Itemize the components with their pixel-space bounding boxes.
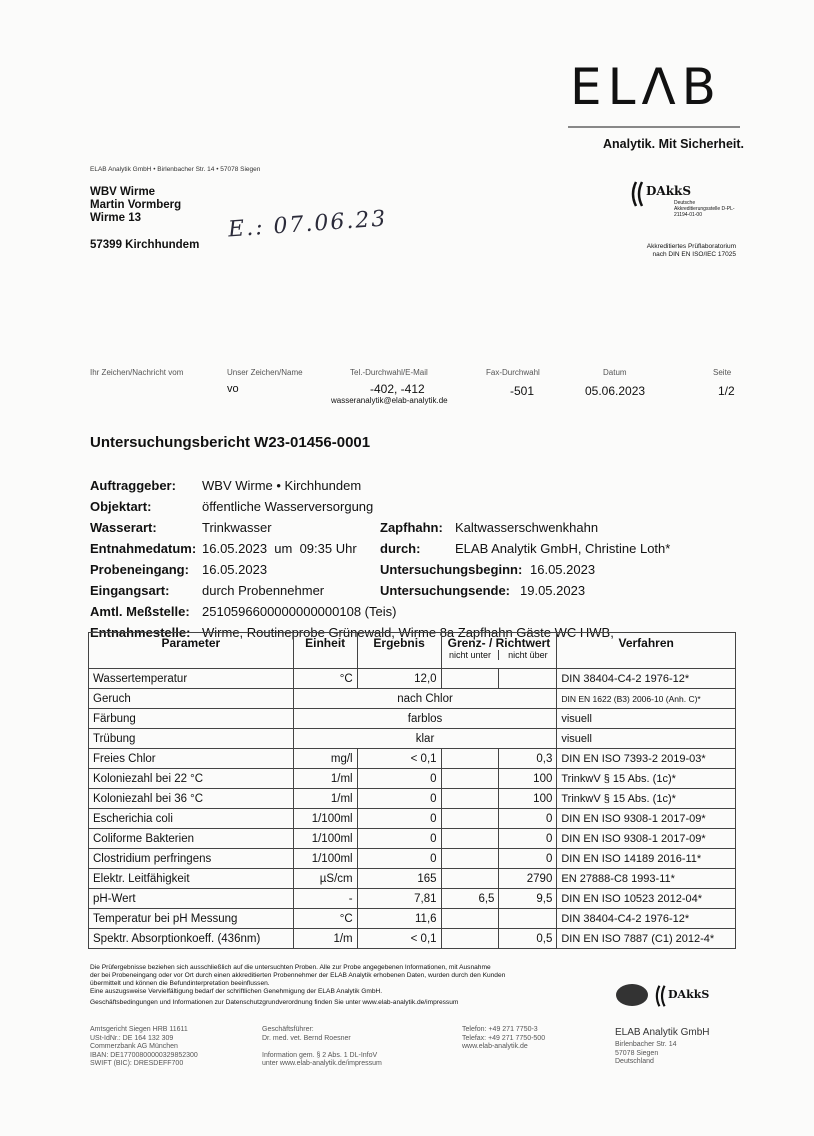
cell-verfahren: DIN EN ISO 7393-2 2019-03* <box>557 749 736 769</box>
info-label: Eingangsart: <box>90 583 170 598</box>
cell-verfahren: DIN EN ISO 7887 (C1) 2012-4* <box>557 929 736 949</box>
cell-verfahren: DIN EN ISO 14189 2016-11* <box>557 849 736 869</box>
slogan: Analytik. Mit Sicherheit. <box>603 137 745 151</box>
cell-parameter: Clostridium perfringens <box>89 849 294 869</box>
cell-nicht-ueber: 100 <box>499 789 557 809</box>
info-value: WBV Wirme • Kirchhundem <box>202 478 362 493</box>
cell-verfahren: visuell <box>557 729 736 749</box>
header-parameter: Parameter <box>89 633 294 669</box>
table-row <box>89 729 736 749</box>
footer-line: Commerzbank AG München <box>90 1043 178 1050</box>
ref-label-fax: Fax-Durchwahl <box>486 368 540 377</box>
info-label: Entnahmestelle: <box>90 625 191 640</box>
info-value: 16.05.2023 <box>202 562 268 577</box>
table-row <box>89 849 736 869</box>
cell-nicht-unter: 6,5 <box>441 889 499 909</box>
disclaimer-line: Eine auszugsweise Vervielfältigung bedarf der schriftlichen Genehmigung der ELAB Analytik GmbH. <box>90 988 383 995</box>
header-grenzwert <box>441 633 557 669</box>
cell-ergebnis: 0 <box>357 829 441 849</box>
cell-parameter: Freies Chlor <box>89 749 294 769</box>
footer-line <box>262 1043 382 1052</box>
header-einheit: Einheit <box>293 633 357 669</box>
info-value: 19.05.2023 <box>520 583 586 598</box>
dakks-footer-badge <box>652 984 742 1012</box>
cell-nicht-unter <box>441 909 499 929</box>
cell-einheit: 1/ml <box>293 789 357 809</box>
info-label: Probeneingang: <box>90 562 189 577</box>
cell-nicht-unter <box>441 869 499 889</box>
cell-nicht-unter <box>441 809 499 829</box>
cell-nicht-unter <box>441 789 499 809</box>
info-value: Wirme, Routineprobe Grünewald, Wirme 8a Zapfhahn Gäste WC HWB, <box>202 625 614 640</box>
disclaimer-line: der bei Probeneingang oder vor Ort durch einen akkreditierten Probennehmer der ELAB Analytik erhobenen Daten, wurden durch den Kunden <box>90 972 506 979</box>
cell-nicht-unter <box>441 929 499 949</box>
cell-ergebnis: 7,81 <box>357 889 441 909</box>
cell-parameter: Trübung <box>89 729 294 749</box>
cell-nicht-unter <box>441 829 499 849</box>
cell-verfahren: DIN EN ISO 9308-1 2017-09* <box>557 829 736 849</box>
cell-parameter: Koloniezahl bei 22 °C <box>89 769 294 789</box>
info-value: Kaltwasserschwenkhahn <box>455 520 599 535</box>
cell-ergebnis: 165 <box>357 869 441 889</box>
header-nicht-unter: nicht unter <box>442 650 500 660</box>
table-row <box>89 869 736 889</box>
info-label: Entnahmedatum: <box>90 541 197 556</box>
cell-einheit: 1/m <box>293 929 357 949</box>
table-row <box>89 909 736 929</box>
info-value: 16.05.2023 um 09:35 Uhr <box>202 541 357 556</box>
footer-line: Information gem. § 2 Abs. 1 DL-InfoV <box>262 1051 378 1059</box>
cell-einheit: 1/100ml <box>293 829 357 849</box>
cell-ergebnis: farblos <box>293 709 557 729</box>
recipient-line: Martin Vormberg <box>90 199 182 211</box>
cell-verfahren: DIN EN ISO 9308-1 2017-09* <box>557 809 736 829</box>
table-row <box>89 789 736 809</box>
footer-line: www.elab-analytik.de <box>462 1043 528 1050</box>
info-label: durch: <box>380 541 421 556</box>
cell-nicht-ueber: 0,3 <box>499 749 557 769</box>
footer-line: SWIFT (BIC): DRESDEFF700 <box>90 1060 184 1067</box>
table-row <box>89 889 736 909</box>
accreditation-line: nach DIN EN ISO/IEC 17025 <box>652 251 736 258</box>
footer-line: Deutschland <box>615 1058 654 1065</box>
cell-einheit: 1/100ml <box>293 849 357 869</box>
footer-line: Geschäftsführer: <box>262 1026 314 1033</box>
cell-parameter: Koloniezahl bei 36 °C <box>89 789 294 809</box>
info-label: Amtl. Meßstelle: <box>90 604 190 619</box>
table-row <box>89 689 736 709</box>
report-info <box>90 475 750 643</box>
cell-ergebnis: 0 <box>357 849 441 869</box>
recipient-address <box>90 186 199 252</box>
disclaimer-line: Die Prüfergebnisse beziehen sich ausschließlich auf die untersuchten Proben. Alle zur Probe angegebenen Informationen, mit Ausnahme <box>90 964 491 971</box>
table-row <box>89 749 736 769</box>
ref-label-ihr: Ihr Zeichen/Nachricht vom <box>90 368 184 377</box>
cell-verfahren: DIN EN ISO 10523 2012-04* <box>557 889 736 909</box>
elab-logo: ELΛB <box>570 58 722 116</box>
footer-line: Amtsgericht Siegen HRB 11611 <box>90 1026 188 1033</box>
cell-parameter: Geruch <box>89 689 294 709</box>
disclaimer-line: übermittelt und können die Befundinterpretation beeinflussen. <box>90 980 270 987</box>
recipient-line: WBV Wirme <box>90 186 156 198</box>
report-title: Untersuchungsbericht W23-01456-0001 <box>90 434 371 451</box>
cell-parameter: Temperatur bei pH Messung <box>89 909 294 929</box>
recipient-line: 57399 Kirchhundem <box>90 239 200 251</box>
cell-einheit: °C <box>293 669 357 689</box>
info-value: Trinkwasser <box>202 520 272 535</box>
table-row <box>89 669 736 689</box>
cell-nicht-unter <box>441 849 499 869</box>
cell-einheit: mg/l <box>293 749 357 769</box>
cell-parameter: Spektr. Absorptionkoeff. (436nm) <box>89 929 294 949</box>
cell-einheit: 1/ml <box>293 769 357 789</box>
dakks-sub: Deutsche Akkreditierungsstelle D-PL-21194-01-00 <box>674 200 735 218</box>
cell-verfahren: DIN 38404-C4-2 1976-12* <box>557 669 736 689</box>
info-value: öffentliche Wasserversorgung <box>202 499 374 514</box>
cell-ergebnis: nach Chlor <box>293 689 557 709</box>
dakks-badge <box>628 180 738 218</box>
ref-datum: 05.06.2023 <box>585 384 646 398</box>
cell-nicht-ueber: 0 <box>499 849 557 869</box>
header-ergebnis: Ergebnis <box>357 633 441 669</box>
cell-verfahren: DIN 38404-C4-2 1976-12* <box>557 909 736 929</box>
info-label: Wasserart: <box>90 520 157 535</box>
footer-line: 57078 Siegen <box>615 1049 659 1057</box>
cell-einheit: °C <box>293 909 357 929</box>
cell-parameter: Escherichia coli <box>89 809 294 829</box>
cell-nicht-unter <box>441 749 499 769</box>
disclaimer-line: Geschäftsbedingungen und Informationen zur Datenschutzgrundverordnung finden Sie unter www.elab-analytik.de/impressum <box>90 999 459 1006</box>
sender-line: ELAB Analytik GmbH • Birlenbacher Str. 14 • 57078 Siegen <box>90 166 261 173</box>
footer-col-register <box>90 1026 198 1069</box>
cell-ergebnis: 12,0 <box>357 669 441 689</box>
ref-unser-zeichen: vo <box>227 383 239 395</box>
ref-label-unser: Unser Zeichen/Name <box>227 368 303 377</box>
handwritten-note: E.: 07.06.23 <box>227 206 389 243</box>
cell-nicht-ueber: 100 <box>499 769 557 789</box>
ref-label-datum: Datum <box>603 368 627 377</box>
cell-parameter: Färbung <box>89 709 294 729</box>
info-value: 16.05.2023 <box>530 562 596 577</box>
recipient-line: Wirme 13 <box>90 212 142 224</box>
cell-ergebnis: 0 <box>357 789 441 809</box>
dakks-name: DAkkS <box>646 184 692 198</box>
table-row <box>89 809 736 829</box>
cell-verfahren: TrinkwV § 15 Abs. (1c)* <box>557 789 736 809</box>
cell-ergebnis: 0 <box>357 769 441 789</box>
footer-company: ELAB Analytik GmbH <box>615 1027 710 1038</box>
cell-nicht-ueber: 9,5 <box>499 889 557 909</box>
table-header-row <box>89 633 736 669</box>
footer-line: Telefax: +49 271 7750-500 <box>462 1034 546 1042</box>
ref-label-seite: Seite <box>713 368 732 377</box>
ref-email: wasseranalytik@elab-analytik.de <box>331 396 448 405</box>
cell-nicht-ueber: 0 <box>499 809 557 829</box>
info-label: Zapfhahn: <box>380 520 443 535</box>
cell-parameter: Coliforme Bakterien <box>89 829 294 849</box>
footer-line: unter www.elab-analytik.de/impressum <box>262 1060 382 1067</box>
ref-label-tel: Tel.-Durchwahl/E-Mail <box>350 368 428 377</box>
footer-col-contact <box>462 1026 545 1052</box>
ref-tel: -402, -412 <box>370 382 425 396</box>
cell-verfahren: TrinkwV § 15 Abs. (1c)* <box>557 769 736 789</box>
info-label: Untersuchungsende: <box>380 583 511 598</box>
table-row <box>89 769 736 789</box>
results-table <box>88 632 736 949</box>
header-nicht-ueber: nicht über <box>508 650 548 660</box>
logo-underline <box>568 126 740 128</box>
cell-parameter: pH-Wert <box>89 889 294 909</box>
header-grenz-label: Grenz- / Richtwert <box>447 636 551 650</box>
ref-seite: 1/2 <box>718 384 735 398</box>
cell-nicht-ueber: 0,5 <box>499 929 557 949</box>
cell-nicht-ueber: 0 <box>499 829 557 849</box>
disclaimer <box>90 964 590 1007</box>
info-label: Auftraggeber: <box>90 478 176 493</box>
cell-nicht-unter <box>441 669 499 689</box>
cell-einheit: 1/100ml <box>293 809 357 829</box>
cell-verfahren: visuell <box>557 709 736 729</box>
ref-fax: -501 <box>510 384 535 398</box>
cell-ergebnis: 11,6 <box>357 909 441 929</box>
cell-nicht-unter <box>441 769 499 789</box>
footer-line: USt-IdNr.: DE 164 132 309 <box>90 1034 174 1042</box>
cell-parameter: Elektr. Leitfähigkeit <box>89 869 294 889</box>
table-row <box>89 709 736 729</box>
info-value: durch Probennehmer <box>202 583 325 598</box>
cell-ergebnis: klar <box>293 729 557 749</box>
cell-parameter: Wassertemperatur <box>89 669 294 689</box>
table-row <box>89 829 736 849</box>
cell-nicht-ueber <box>499 669 557 689</box>
cell-ergebnis: 0 <box>357 809 441 829</box>
footer-line: Birlenbacher Str. 14 <box>615 1041 677 1048</box>
dakks-name: DAkkS <box>668 988 710 1001</box>
info-value: ELAB Analytik GmbH, Christine Loth* <box>455 541 671 556</box>
cell-nicht-ueber: 2790 <box>499 869 557 889</box>
footer-col-address <box>615 1041 676 1067</box>
footer-line: Telefon: +49 271 7750-3 <box>462 1026 538 1033</box>
cell-verfahren: EN 27888-C8 1993-11* <box>557 869 736 889</box>
footer-line: Dr. med. vet. Bernd Roesner <box>262 1034 351 1042</box>
accreditation <box>600 243 736 259</box>
info-label: Objektart: <box>90 499 152 514</box>
cell-ergebnis: < 0,1 <box>357 929 441 949</box>
info-value: 2510596600000000000108 (Teis) <box>202 604 397 619</box>
table-row <box>89 929 736 949</box>
footer-col-management <box>262 1026 382 1069</box>
cell-einheit: - <box>293 889 357 909</box>
footer-line: IBAN: DE17700800000329852300 <box>90 1051 198 1059</box>
accreditation-line: Akkreditiertes Prüflaboratorium <box>646 243 736 250</box>
cell-einheit: µS/cm <box>293 869 357 889</box>
cell-nicht-ueber <box>499 909 557 929</box>
ilac-seal-icon <box>616 984 648 1006</box>
header-verfahren: Verfahren <box>557 633 736 669</box>
cell-ergebnis: < 0,1 <box>357 749 441 769</box>
info-label: Untersuchungsbeginn: <box>380 562 523 577</box>
cell-verfahren: DIN EN 1622 (B3) 2006-10 (Anh. C)* <box>557 689 736 709</box>
